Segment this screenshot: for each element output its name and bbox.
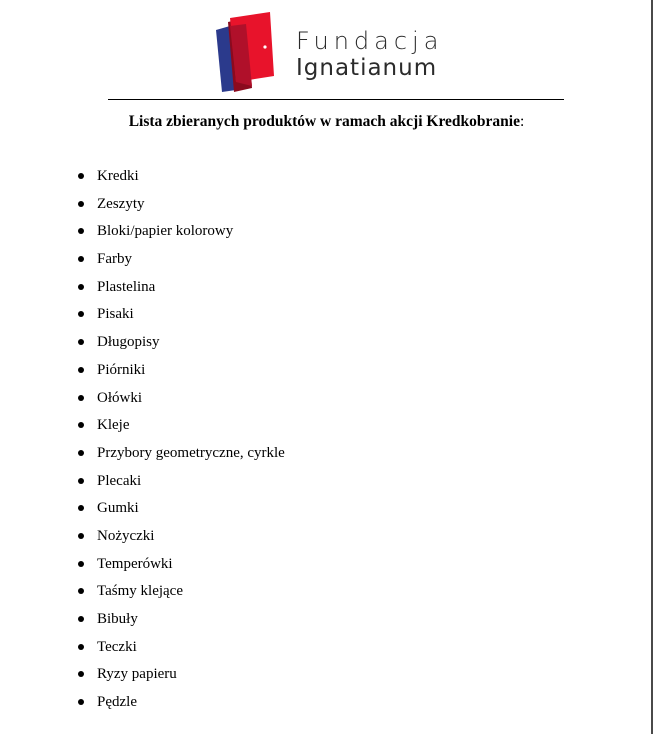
item-text: Kredki — [97, 168, 139, 184]
bullet — [78, 616, 84, 622]
item-text: Farby — [97, 251, 132, 268]
bullet — [78, 699, 84, 705]
door-logo-icon — [214, 12, 278, 92]
item-text: Plastelina — [97, 278, 156, 295]
list-item — [0, 664, 285, 692]
bullet — [78, 201, 84, 207]
item-text: Pędzle — [97, 694, 137, 711]
item-text: Zeszyty — [97, 195, 145, 212]
item-text: Nożyczki — [97, 527, 155, 544]
bullet — [78, 228, 84, 234]
logo-line2: Ignatianum — [296, 55, 438, 81]
item-text: Teczki — [97, 638, 137, 655]
bullet — [78, 395, 84, 401]
bullet — [78, 311, 84, 317]
bullet — [78, 422, 84, 428]
heading-text: Lista zbieranych produktów w ramach akcji Kredkobranie — [128, 113, 520, 130]
list-item — [0, 277, 285, 305]
list-item — [0, 221, 285, 249]
list-item — [0, 609, 285, 637]
bullet — [78, 450, 84, 456]
product-list — [0, 166, 285, 720]
list-item — [0, 304, 285, 332]
bullet — [78, 478, 84, 484]
bullet — [78, 173, 84, 179]
list-item — [0, 554, 285, 582]
list-item — [0, 249, 285, 277]
list-item — [0, 166, 285, 194]
item-text: Gumki — [97, 500, 139, 517]
list-item — [0, 498, 285, 526]
bullet — [78, 644, 84, 650]
list-item — [0, 581, 285, 609]
bullet — [78, 533, 84, 539]
list-item — [0, 332, 285, 360]
list-item — [0, 692, 285, 720]
bullet — [78, 671, 84, 677]
list-item — [0, 637, 285, 665]
bullet — [78, 284, 84, 290]
item-text: Temperówki — [97, 555, 173, 572]
bullet — [78, 505, 84, 511]
page-heading — [0, 112, 653, 132]
header-divider — [108, 99, 564, 100]
list-item — [0, 360, 285, 388]
item-text: Ołówki — [97, 389, 142, 406]
list-item — [0, 526, 285, 554]
logo-wordmark — [296, 28, 443, 82]
item-text: Długopisy — [97, 334, 160, 351]
list-item — [0, 194, 285, 222]
list-item — [0, 443, 285, 471]
bullet — [78, 339, 84, 345]
item-text: Ryzy papieru — [97, 666, 177, 683]
bullet — [78, 367, 84, 373]
bullet — [78, 561, 84, 567]
item-text: Bloki/papier kolorowy — [97, 223, 234, 240]
item-text: Pisaki — [97, 306, 134, 323]
item-text: Bibuły — [97, 611, 138, 627]
bullet — [78, 588, 84, 594]
item-text: Plecaki — [97, 472, 142, 489]
logo-line1: Fundacja — [296, 27, 444, 55]
item-text: Kleje — [97, 417, 130, 434]
list-item — [0, 415, 285, 443]
item-text: Przybory geometryczne, cyrkle — [97, 444, 285, 461]
item-text: Piórniki — [97, 361, 146, 378]
list-item — [0, 388, 285, 416]
list-item — [0, 471, 285, 499]
bullet — [78, 256, 84, 262]
item-text: Taśmy klejące — [97, 583, 183, 600]
heading-suffix: : — [519, 113, 525, 130]
logo — [214, 12, 474, 92]
